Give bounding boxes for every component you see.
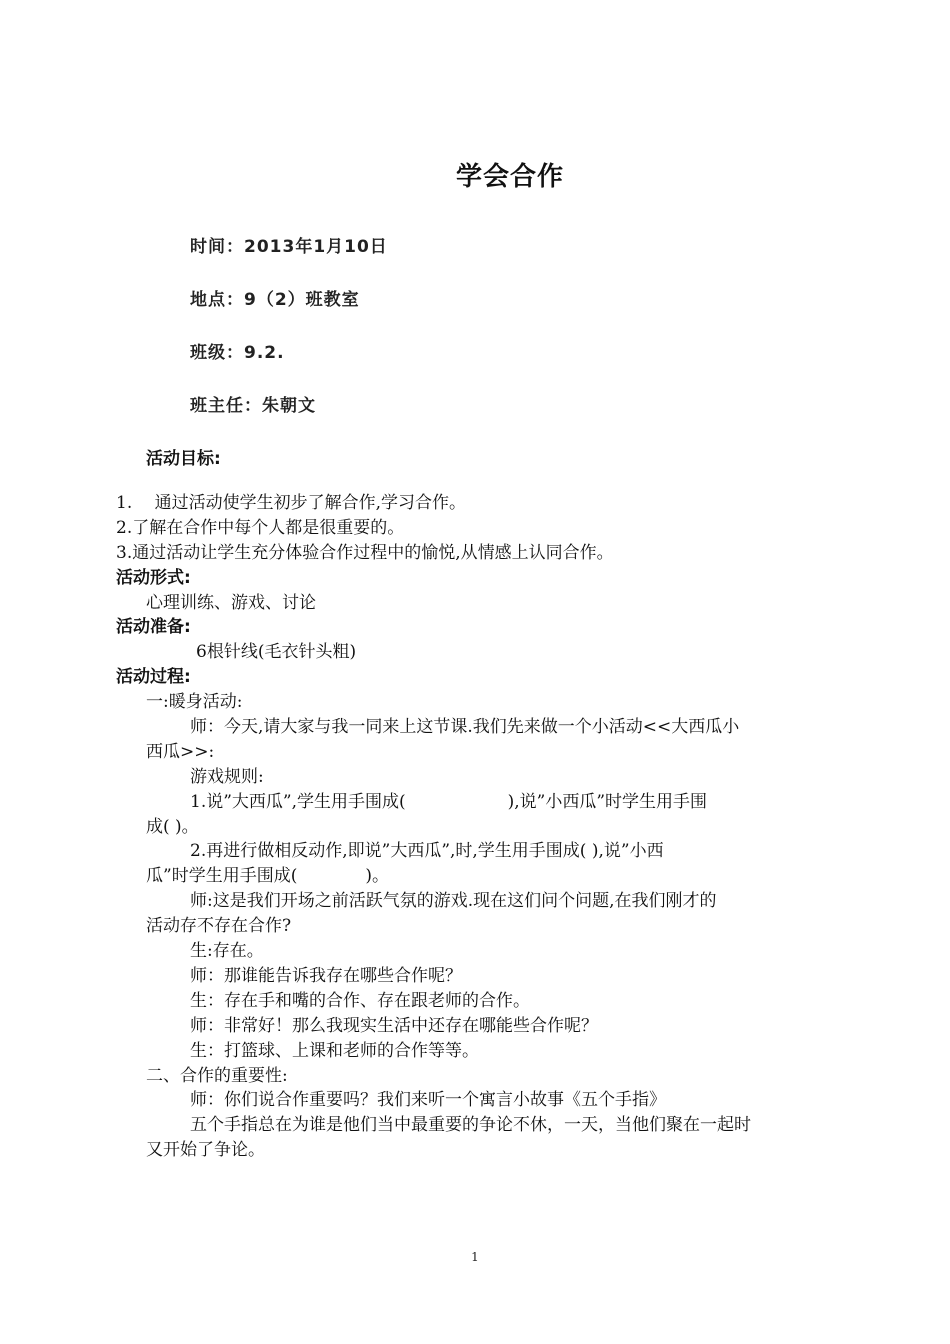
process-line: 西瓜>>: <box>146 742 215 762</box>
process-line: 又开始了争论。 <box>146 1140 265 1160</box>
process-line: 五个手指总在为谁是他们当中最重要的争论不休，一天，当他们聚在一起时 <box>190 1115 751 1135</box>
importance-title: 二、合作的重要性: <box>146 1066 288 1086</box>
process-line: 2.再进行做相反动作,即说”大西瓜”,时,学生用手围成( ),说”小西 <box>190 841 664 861</box>
meta-teacher: 班主任：朱朝文 <box>190 396 316 416</box>
process-line: 师：你们说合作重要吗？我们来听一个寓言小故事《五个手指》 <box>190 1090 666 1110</box>
process-line: 师：今天,请大家与我一同来上这节课.我们先来做一个小活动<<大西瓜小 <box>190 717 740 737</box>
goal-item-1: 1. 通过活动使学生初步了解合作,学习合作。 <box>116 493 467 513</box>
document-title: 学会合作 <box>455 162 564 192</box>
process-line: 生:存在。 <box>190 941 264 961</box>
process-line: 成( )。 <box>146 817 199 837</box>
goal-item-2: 2.了解在合作中每个人都是很重要的。 <box>116 518 405 538</box>
form-text: 心理训练、游戏、讨论 <box>146 593 316 613</box>
process-line: 生：存在手和嘴的合作、存在跟老师的合作。 <box>190 991 530 1011</box>
heading-form: 活动形式: <box>116 568 191 588</box>
meta-time: 时间：2013年1月10日 <box>190 237 388 257</box>
meta-class: 班级：9.2. <box>190 343 285 363</box>
heading-process: 活动过程: <box>116 667 191 687</box>
page-number: 1 <box>471 1250 479 1264</box>
meta-place: 地点：9（2）班教室 <box>190 290 360 310</box>
process-line: 游戏规则: <box>190 767 264 787</box>
goal-item-3: 3.通过活动让学生充分体验合作过程中的愉悦,从情感上认同合作。 <box>116 543 614 563</box>
process-line: 生：打篮球、上课和老师的合作等等。 <box>190 1041 479 1061</box>
process-line: 瓜”时学生用手围成( )。 <box>146 866 389 886</box>
process-line: 1.说”大西瓜”,学生用手围成( ),说”小西瓜”时学生用手围 <box>190 792 708 812</box>
heading-prep: 活动准备: <box>116 617 191 637</box>
process-line: 师：非常好！那么我现实生活中还存在哪能些合作呢？ <box>190 1016 598 1036</box>
process-line: 师：那谁能告诉我存在哪些合作呢？ <box>190 966 462 986</box>
warmup-title: 一:暖身活动: <box>146 692 243 712</box>
heading-goals: 活动目标: <box>146 449 221 469</box>
prep-text: 6根针线(毛衣针头粗) <box>196 642 357 662</box>
process-line: 活动存不存在合作? <box>146 916 292 936</box>
process-line: 师:这是我们开场之前活跃气氛的游戏.现在这们问个问题,在我们刚才的 <box>190 891 717 911</box>
